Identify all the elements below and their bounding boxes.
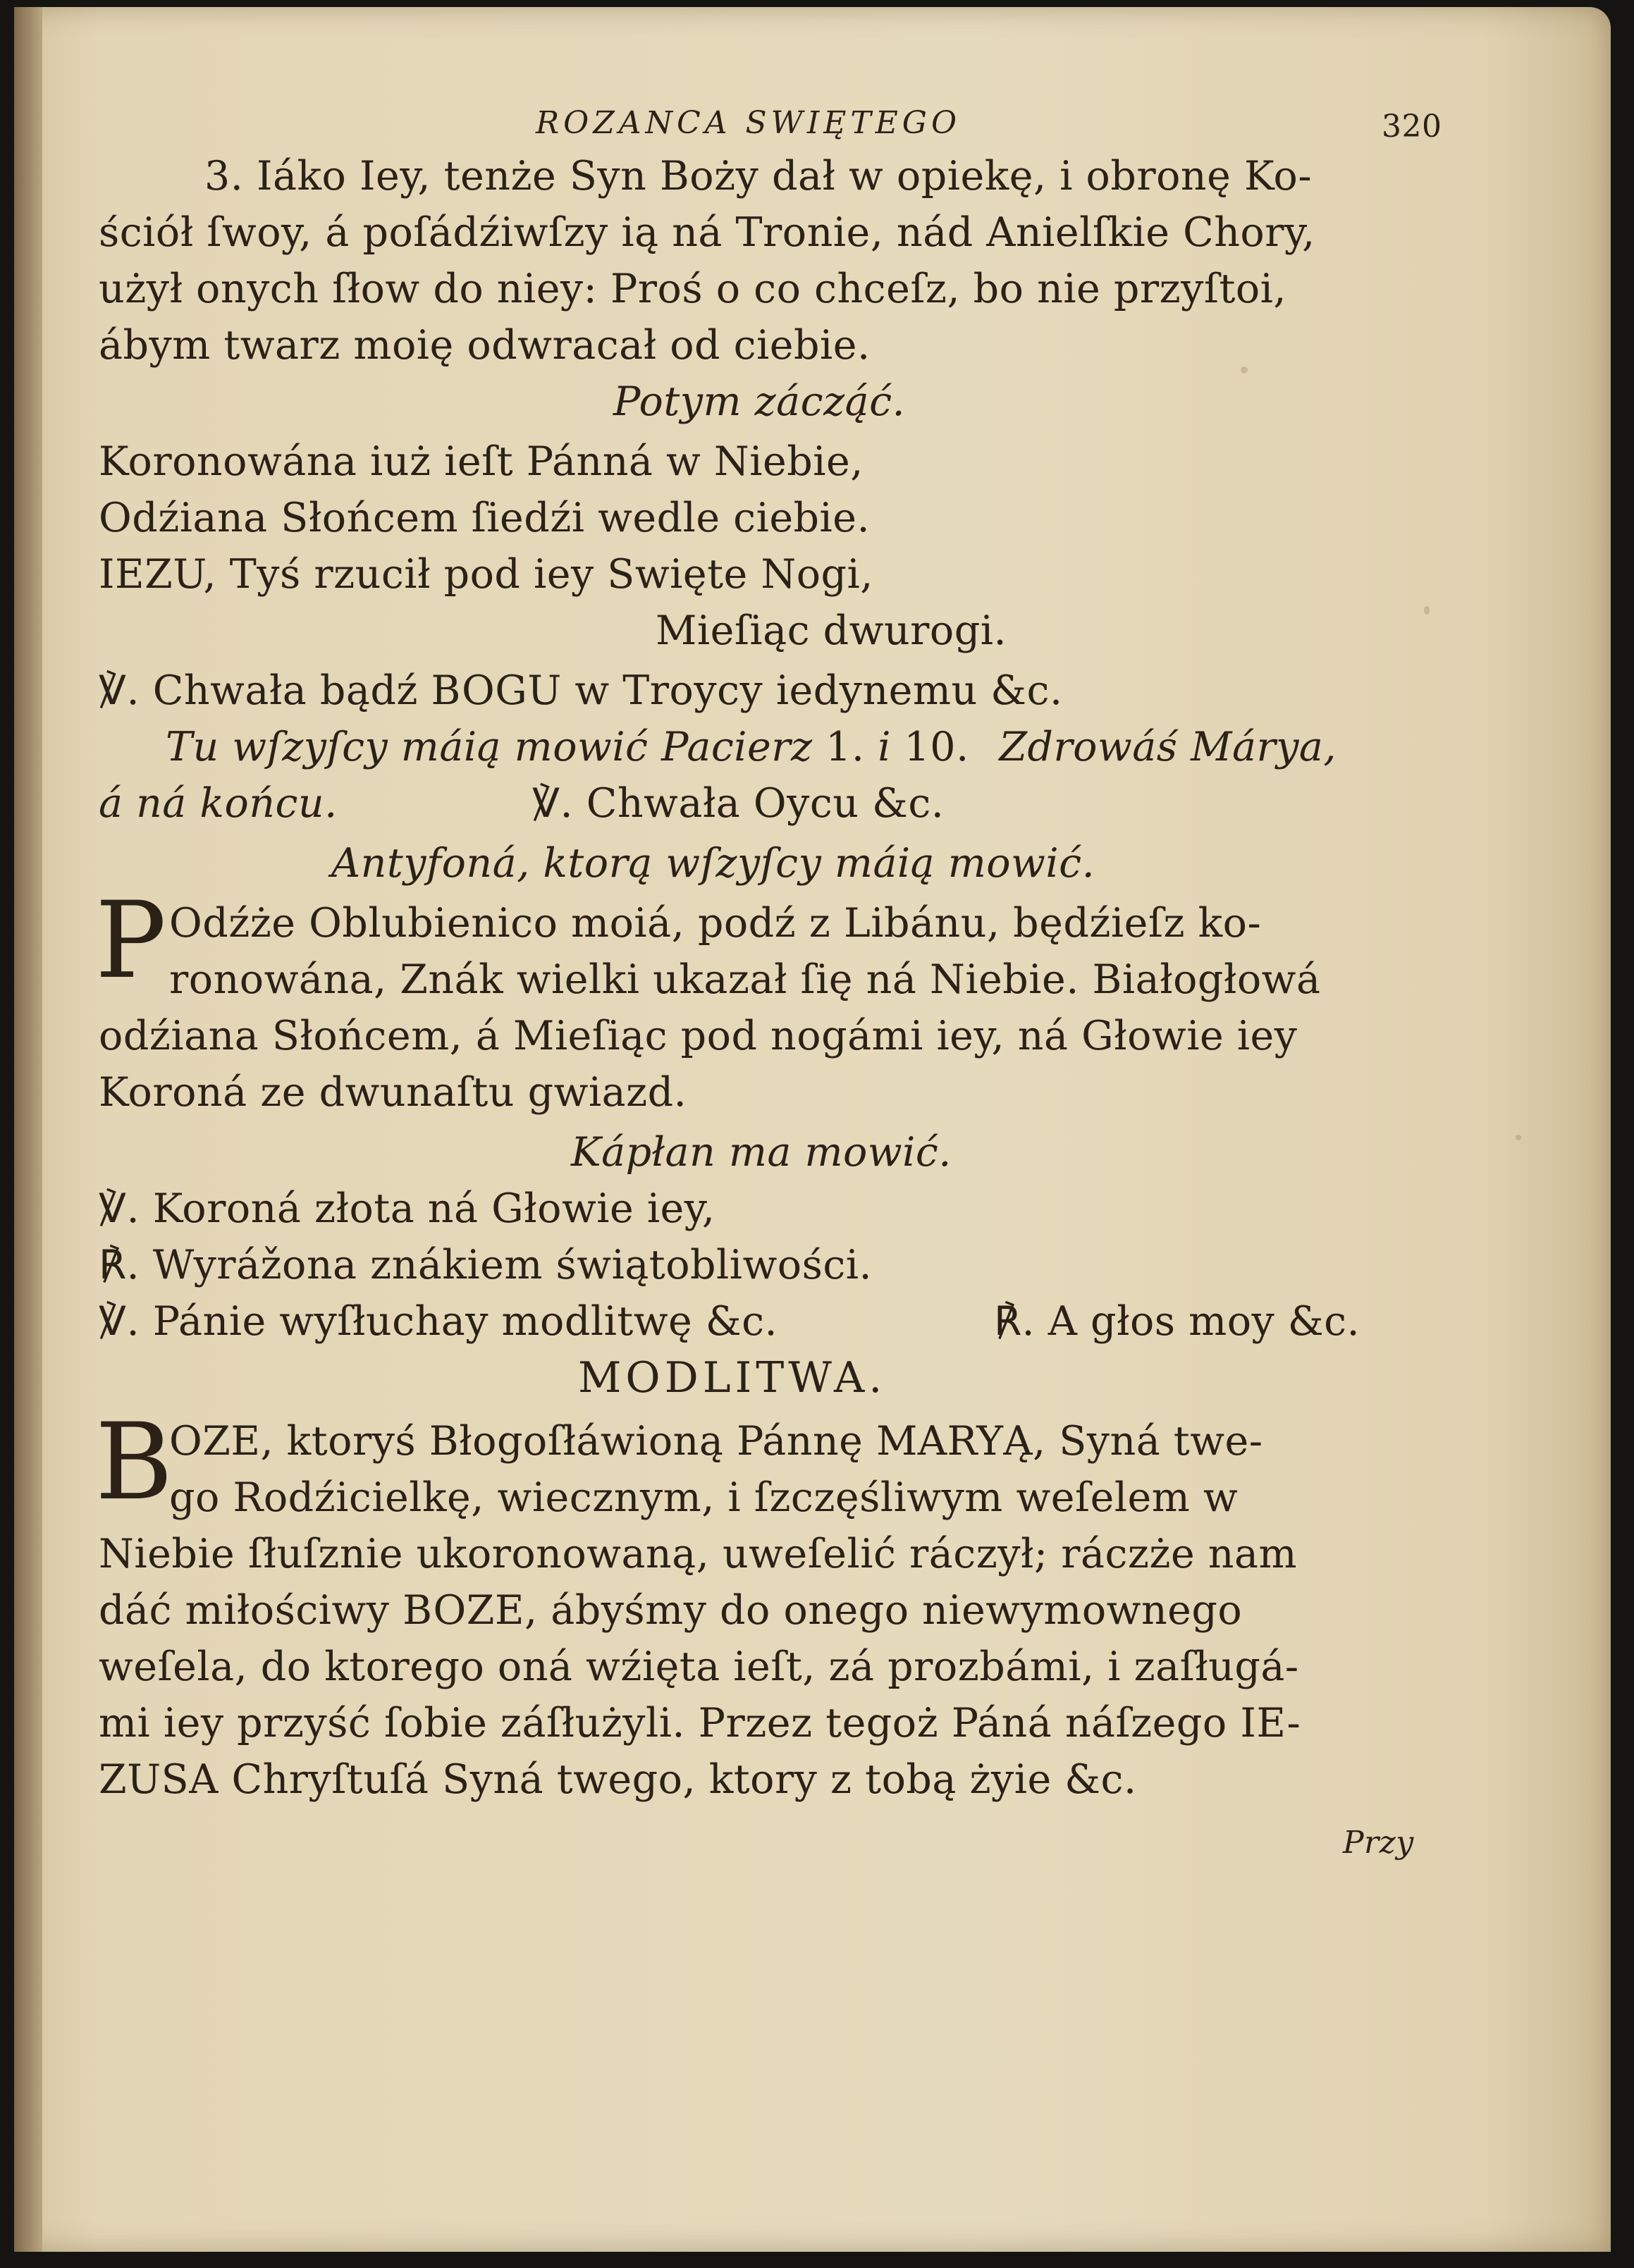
rubric-number: 1. xyxy=(825,724,865,770)
rubric: á ná końcu. xyxy=(99,780,338,827)
verse-line: Mieſiąc dwurogi. xyxy=(656,608,1007,654)
versicle: ℣. Chwała Oycu &c. xyxy=(532,780,945,827)
text-line: mi iey przyść ſobie záſłużyli. Przez tegoż Páná náſzego IE- xyxy=(99,1700,1301,1746)
section-heading: MODLITWA. xyxy=(578,1353,887,1403)
text-line: weſela, do ktorego oná wźięta ieſt, zá prozbámi, i zaſługá- xyxy=(99,1644,1299,1690)
text-line: odźiana Słońcem, á Mieſiąc pod nogámi iey, ná Głowie iey xyxy=(99,1013,1298,1059)
rubric-text: Zdrowáś Márya, xyxy=(999,724,1337,770)
text-line: go Rodźicielkę, wiecznym, i ſzczęśliwym weſelem w xyxy=(169,1474,1239,1521)
text-line: ZUSA Chryſtuſá Syná twego, ktory z tobą żyie &c. xyxy=(99,1756,1137,1803)
verse-line: Odźiana Słońcem ſiedźi wedle ciebie. xyxy=(99,495,871,541)
rubric: Kápłan ma mowić. xyxy=(571,1129,952,1176)
text-line: użył onych ſłow do niey: Proś o co chceſz, bo nie przyſtoi, xyxy=(99,266,1287,312)
page-number: 320 xyxy=(1382,109,1442,144)
text-line: ściół ſwoy, á poſádźiwſzy ią ná Tronie, nád Anielſkie Chory, xyxy=(99,209,1315,256)
text-line: OZE, ktoryś Błogoſłáwioną Pánnę MARYĄ, Syná twe- xyxy=(169,1418,1263,1465)
verse-line: Koronowána iuż ieſt Pánná w Niebie, xyxy=(99,438,864,485)
rubric: Potym záczą́ć. xyxy=(613,378,906,425)
text-line: 3. Iáko Iey, tenże Syn Boży dał w opiekę, i obronę Ko- xyxy=(204,153,1313,199)
text-line: dáć miłościwy BOZE, ábyśmy do onego niewymownego xyxy=(99,1587,1243,1634)
running-title: ROZANCA SWIĘTEGO xyxy=(536,105,962,141)
text-line: Koroná ze dwunaſtu gwiazd. xyxy=(99,1069,687,1116)
versicle: ℣. Pánie wyſłuchay modlitwę &c. xyxy=(99,1298,778,1345)
rubric-text: i xyxy=(878,724,891,770)
text-line: ábym twarz moię odwracał od ciebie. xyxy=(99,322,871,369)
rubric-line xyxy=(166,722,1337,772)
versicle: ℣. Koroná złota ná Głowie iey, xyxy=(99,1185,715,1232)
response: ℟. Wyrážona znákiem świątobliwości. xyxy=(99,1242,873,1288)
drop-cap: P xyxy=(95,880,166,1002)
rubric-number: 10. xyxy=(904,724,969,770)
text-line: Odźże Oblubienico moiá, podź z Libánu, będźieſz ko- xyxy=(169,900,1262,947)
response: ℟. A głos moy &c. xyxy=(994,1298,1360,1345)
text-line: ronowána, Znák wielki ukazał ſię ná Niebie. Białogłowá xyxy=(169,956,1321,1003)
rubric-text: Tu wſzyſcy máią mowić Pacierz xyxy=(166,724,813,770)
drop-cap: B xyxy=(95,1401,173,1524)
versicle: ℣. Chwała bądź BOGU w Troycy iedynemu &c. xyxy=(99,667,1063,714)
verse-line: IEZU, Tyś rzucił pod iey Swięte Nogi, xyxy=(99,551,873,598)
catchword: Przy xyxy=(1343,1825,1414,1861)
text-line: Niebie ſłuſznie ukoronowaną, uweſelić ráczył; ráczże nam xyxy=(99,1531,1298,1577)
rubric: Antyfoná, ktorą wſzyſcy máią mowić. xyxy=(331,840,1095,887)
